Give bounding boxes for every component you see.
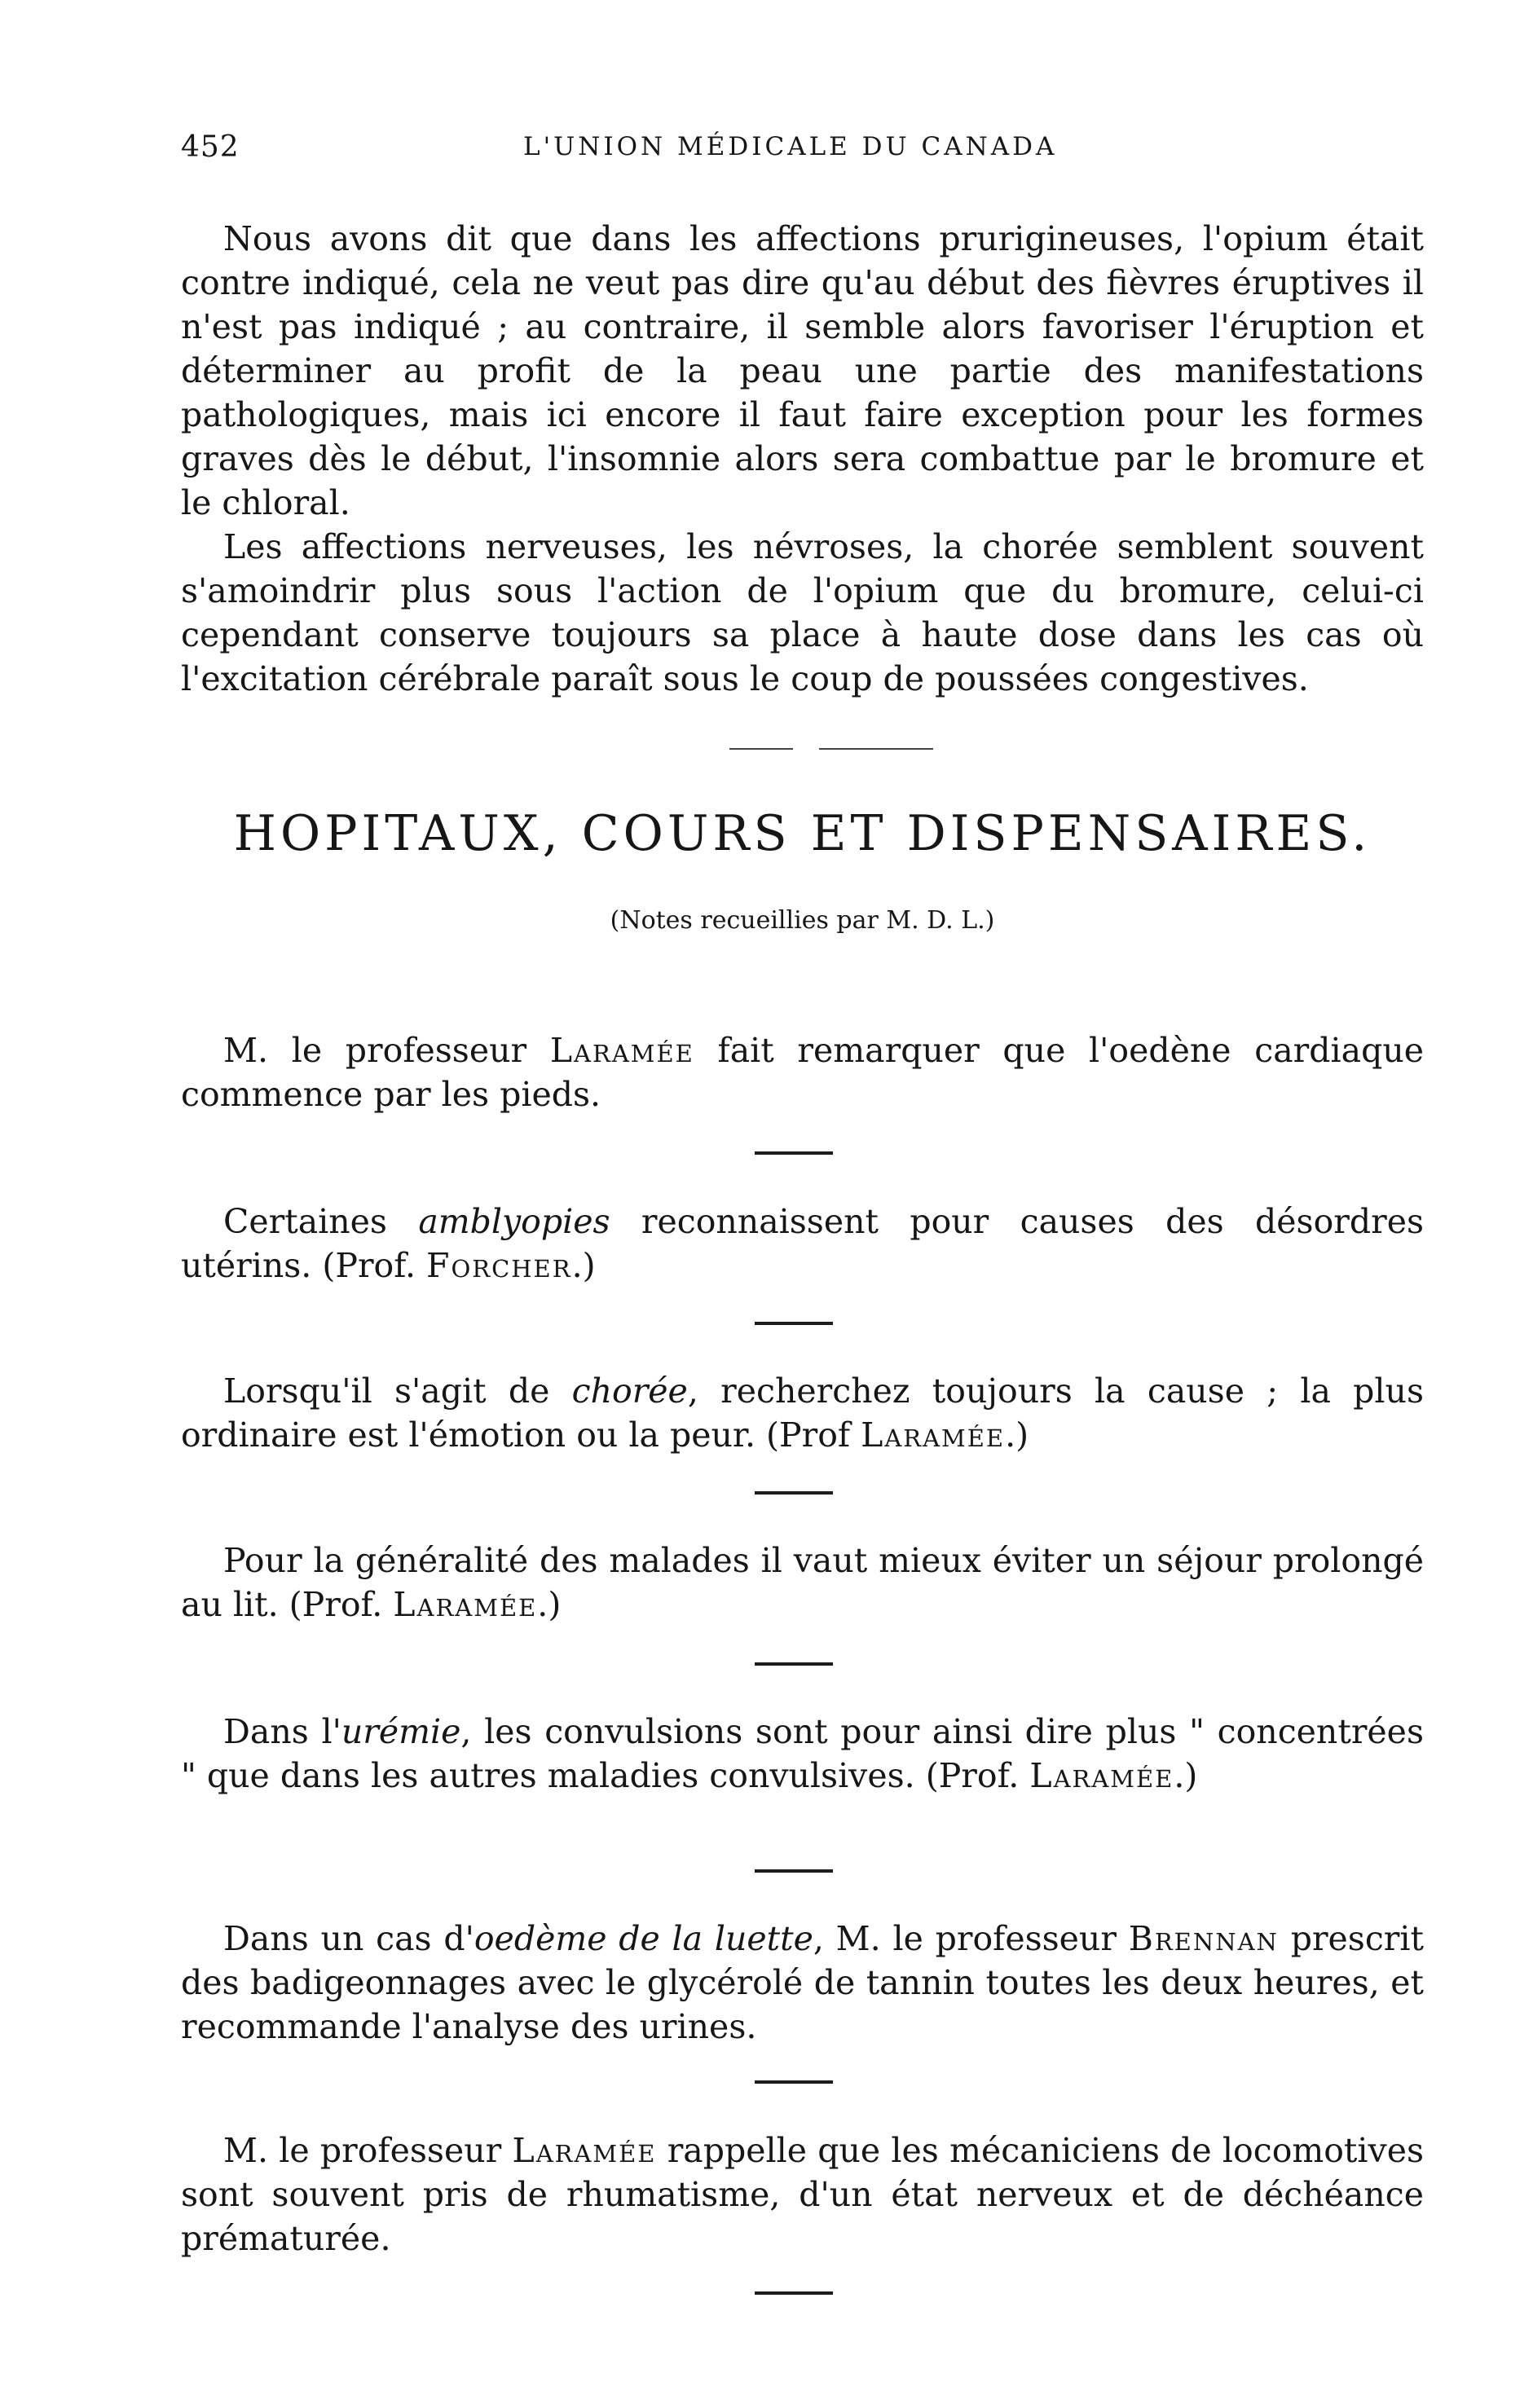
note-text: M. le professeur xyxy=(223,1031,550,1070)
ornament-short-dash xyxy=(729,748,793,750)
note-3 xyxy=(181,1369,1424,1457)
note-text: .) xyxy=(1174,1756,1198,1795)
note-5 xyxy=(181,1710,1424,1798)
note-text: rappelle que les mécaniciens de locomotives sont souvent pris de rhumatisme, d'un état nerveux et de déchéance prématurée. xyxy=(181,2131,1424,2258)
note-separator-rule xyxy=(755,1151,833,1155)
note-separator-rule xyxy=(755,1869,833,1873)
italic-term: oedème de la luette xyxy=(474,1919,813,1958)
note-text: Pour la généralité des malades il vaut mieux éviter un séjour prolongé au lit. (Prof. xyxy=(181,1541,1424,1624)
section-subtitle: (Notes recueillies par M. D. L.) xyxy=(610,906,995,935)
note-text: .) xyxy=(571,1246,596,1285)
note-separator-rule xyxy=(755,2291,833,2295)
section-ornament-divider xyxy=(729,746,933,751)
note-separator-rule xyxy=(755,1662,833,1666)
note-text: , M. le professeur xyxy=(813,1919,1129,1958)
note-text: .) xyxy=(1005,1415,1029,1455)
note-text: .) xyxy=(537,1585,562,1624)
section-title: HOPITAUX, COURS ET DISPENSAIRES. xyxy=(233,805,1372,862)
professor-name: Laramée xyxy=(549,1031,694,1070)
professor-name: Laramée xyxy=(393,1585,538,1624)
note-text: M. le professeur xyxy=(223,2131,513,2170)
note-text: , recherchez toujours la cause ; la plus ordinaire est l'émotion ou la peur. (Prof xyxy=(181,1371,1424,1455)
italic-term: amblyopies xyxy=(418,1202,610,1241)
note-text: fait remarquer que l'oedène cardiaque commence par les pieds. xyxy=(181,1031,1424,1114)
page-number: 452 xyxy=(181,130,240,164)
professor-name: Laramée xyxy=(1029,1756,1174,1795)
intro-paragraph-1: Nous avons dit que dans les affections prurigineuses, l'opium était contre indiqué, cela ne veut pas dire qu'au début des fièvres éruptives il n'est pas indiqué ; au contraire, il semble alors favoriser l'éruption et déterminer au profit de la peau une partie des manifestations pathologiques, mais ici encore il faut faire exception pour les formes graves dès le début, l'insomnie alors sera combattue par le bromure et le chloral. xyxy=(181,219,1424,522)
note-separator-rule xyxy=(755,1322,833,1325)
note-text: Dans l' xyxy=(223,1712,341,1751)
running-title: L'UNION MÉDICALE DU CANADA xyxy=(523,132,1058,161)
note-separator-rule xyxy=(755,1491,833,1495)
note-4 xyxy=(181,1539,1424,1627)
italic-term: urémie xyxy=(341,1712,461,1751)
note-text: prescrit des badigeonnages avec le glycérolé de tannin toutes les deux heures, et recommande l'analyse des urines. xyxy=(181,1919,1424,2046)
professor-name: Forcher xyxy=(426,1246,572,1285)
note-text: Lorsqu'il s'agit de xyxy=(223,1371,572,1411)
professor-name: Laramée xyxy=(512,2131,657,2170)
note-separator-rule xyxy=(755,2080,833,2084)
note-6 xyxy=(181,1917,1424,2049)
professor-name: Laramée xyxy=(861,1415,1006,1455)
note-7 xyxy=(181,2128,1424,2261)
page-header xyxy=(181,130,1424,176)
professor-name: Brennan xyxy=(1128,1919,1279,1958)
italic-term: chorée xyxy=(571,1371,688,1411)
intro-paragraph-2: Les affections nerveuses, les névroses, la chorée semblent souvent s'amoindrir plus sous l'action de l'opium que du bromure, celui-ci cependant conserve toujours sa place à haute dose dans les cas où l'excitation cérébrale paraît sous le coup de poussées congestives. xyxy=(181,527,1424,698)
note-text: Certaines xyxy=(223,1202,419,1241)
note-2 xyxy=(181,1200,1424,1288)
note-text: , les convulsions sont pour ainsi dire plus " concentrées " que dans les autres maladies convulsives. (Prof. xyxy=(181,1712,1424,1795)
ornament-long-dash xyxy=(819,748,933,750)
note-text: reconnaissent pour causes des désordres utérins. (Prof. xyxy=(181,1202,1424,1285)
note-1 xyxy=(181,1028,1424,1116)
note-text: Dans un cas d' xyxy=(223,1919,474,1958)
